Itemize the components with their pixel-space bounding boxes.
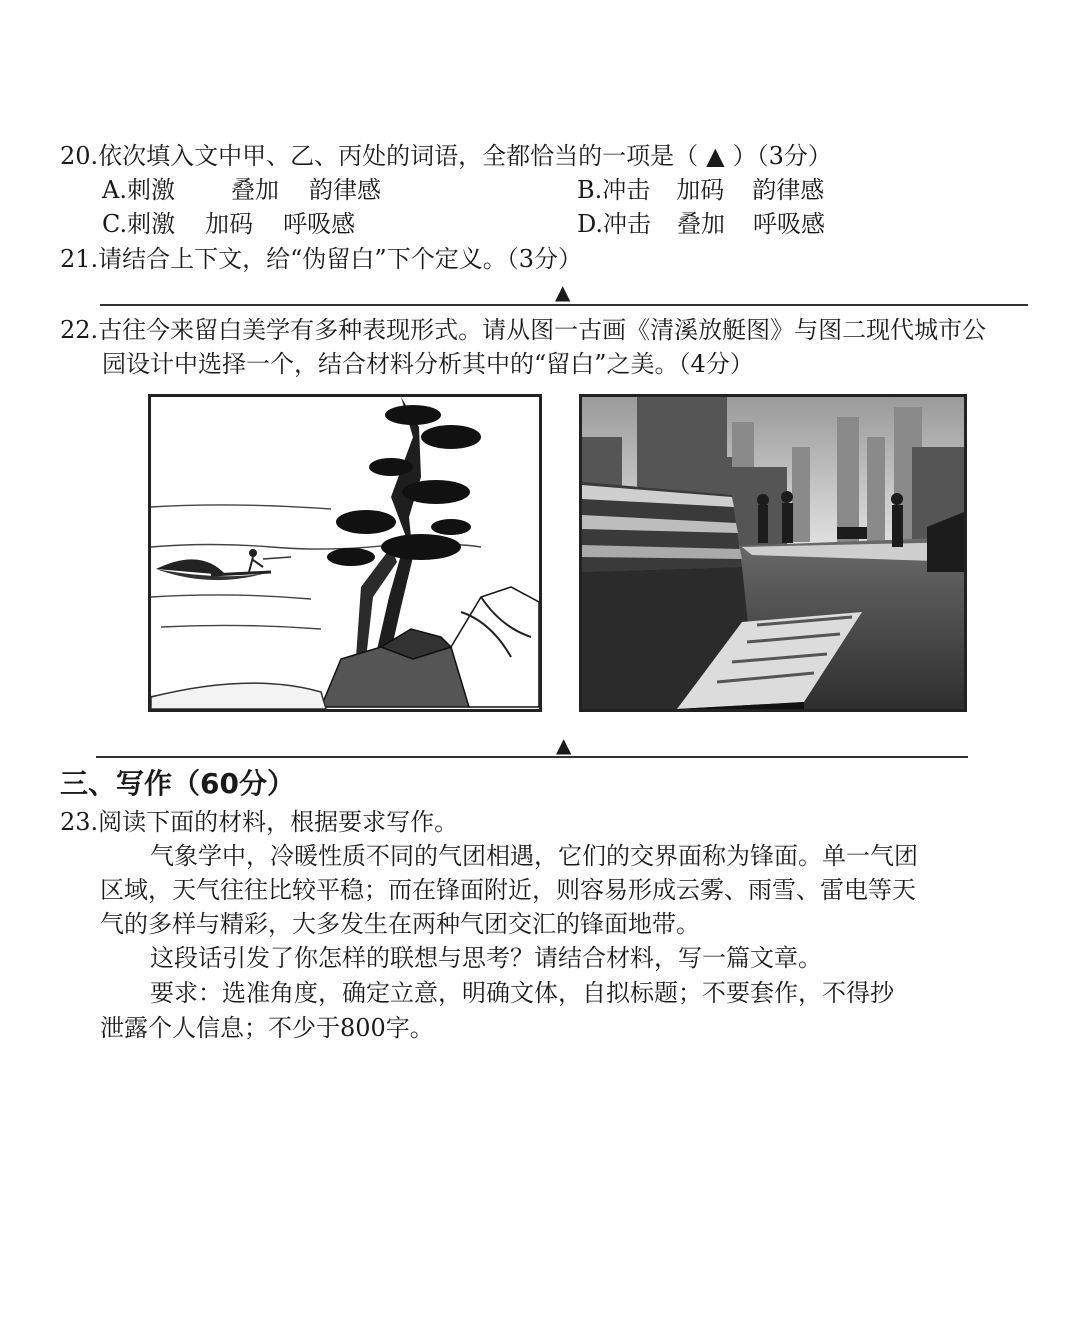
q20-option-d[interactable] [577,208,825,240]
q20-option-a[interactable] [102,174,381,206]
option-word: 刺激 [127,210,176,238]
answer-line [96,756,968,758]
option-word: 韵律感 [752,176,825,204]
q23-requirement-line2: 泄露个人信息；不少于800字。 [100,1014,434,1042]
q23-prompt: 这段话引发了你怎样的联想与思考？请结合材料，写一篇文章。 [150,944,822,972]
answer-line [100,304,1028,306]
option-label: D. [577,210,604,238]
q23-requirement-line1: 要求：选准角度，确定立意，明确文体，自拟标题；不要套作，不得抄 [150,979,894,1007]
option-label: C. [102,210,128,238]
option-word: 加码 [205,210,254,238]
answer-marker: ▲ [555,280,571,304]
q20-option-b[interactable] [577,174,824,206]
q23-material-line1: 气象学中，冷暖性质不同的气团相遇，它们的交界面称为锋面。单一气团 [150,842,918,870]
q22-stem-line2: 园设计中选择一个，结合材料分析其中的“留白”之美。（4分） [102,350,754,378]
option-word: 加码 [676,176,725,204]
option-label: A. [102,176,127,204]
answer-marker: ▲ [556,733,572,757]
q21-stem: 21.请结合上下文，给“伪留白”下个定义。（3分） [60,245,582,273]
figure-1-painting [148,394,542,712]
option-word: 冲击 [602,176,651,204]
q20-stem-text: 20.依次填入文中甲、乙、丙处的词语，全都恰当的一项是（ [60,142,699,170]
option-word: 呼吸感 [753,210,826,238]
figure-2-city-park-photo [579,394,967,712]
option-word: 叠加 [677,210,726,238]
option-word: 冲击 [603,210,652,238]
q23-material-line2: 区域，天气往往比较平稳；而在锋面附近，则容易形成云雾、雨雪、雷电等天 [100,876,916,904]
city-park-bench-illustration [582,397,964,709]
q20-option-c[interactable] [102,208,355,240]
q22-stem-line1: 22.古往今来留白美学有多种表现形式。请从图一古画《清溪放艇图》与图二现代城市公 [60,316,987,344]
answer-marker: ▲ [706,142,725,170]
q23-stem: 23.阅读下面的材料，根据要求写作。 [60,808,459,836]
option-label: B. [577,176,603,204]
q20-score: ）（3分） [732,142,832,170]
option-word: 呼吸感 [283,210,356,238]
q20-stem [60,140,832,172]
option-word: 韵律感 [308,176,381,204]
option-word: 刺激 [126,176,175,204]
q23-material-line3: 气的多样与精彩，大多发生在两种气团交汇的锋面地带。 [100,910,700,938]
option-word: 叠加 [230,176,279,204]
ink-painting-illustration [151,397,539,709]
section-heading: 三、写作（60分） [60,767,295,800]
